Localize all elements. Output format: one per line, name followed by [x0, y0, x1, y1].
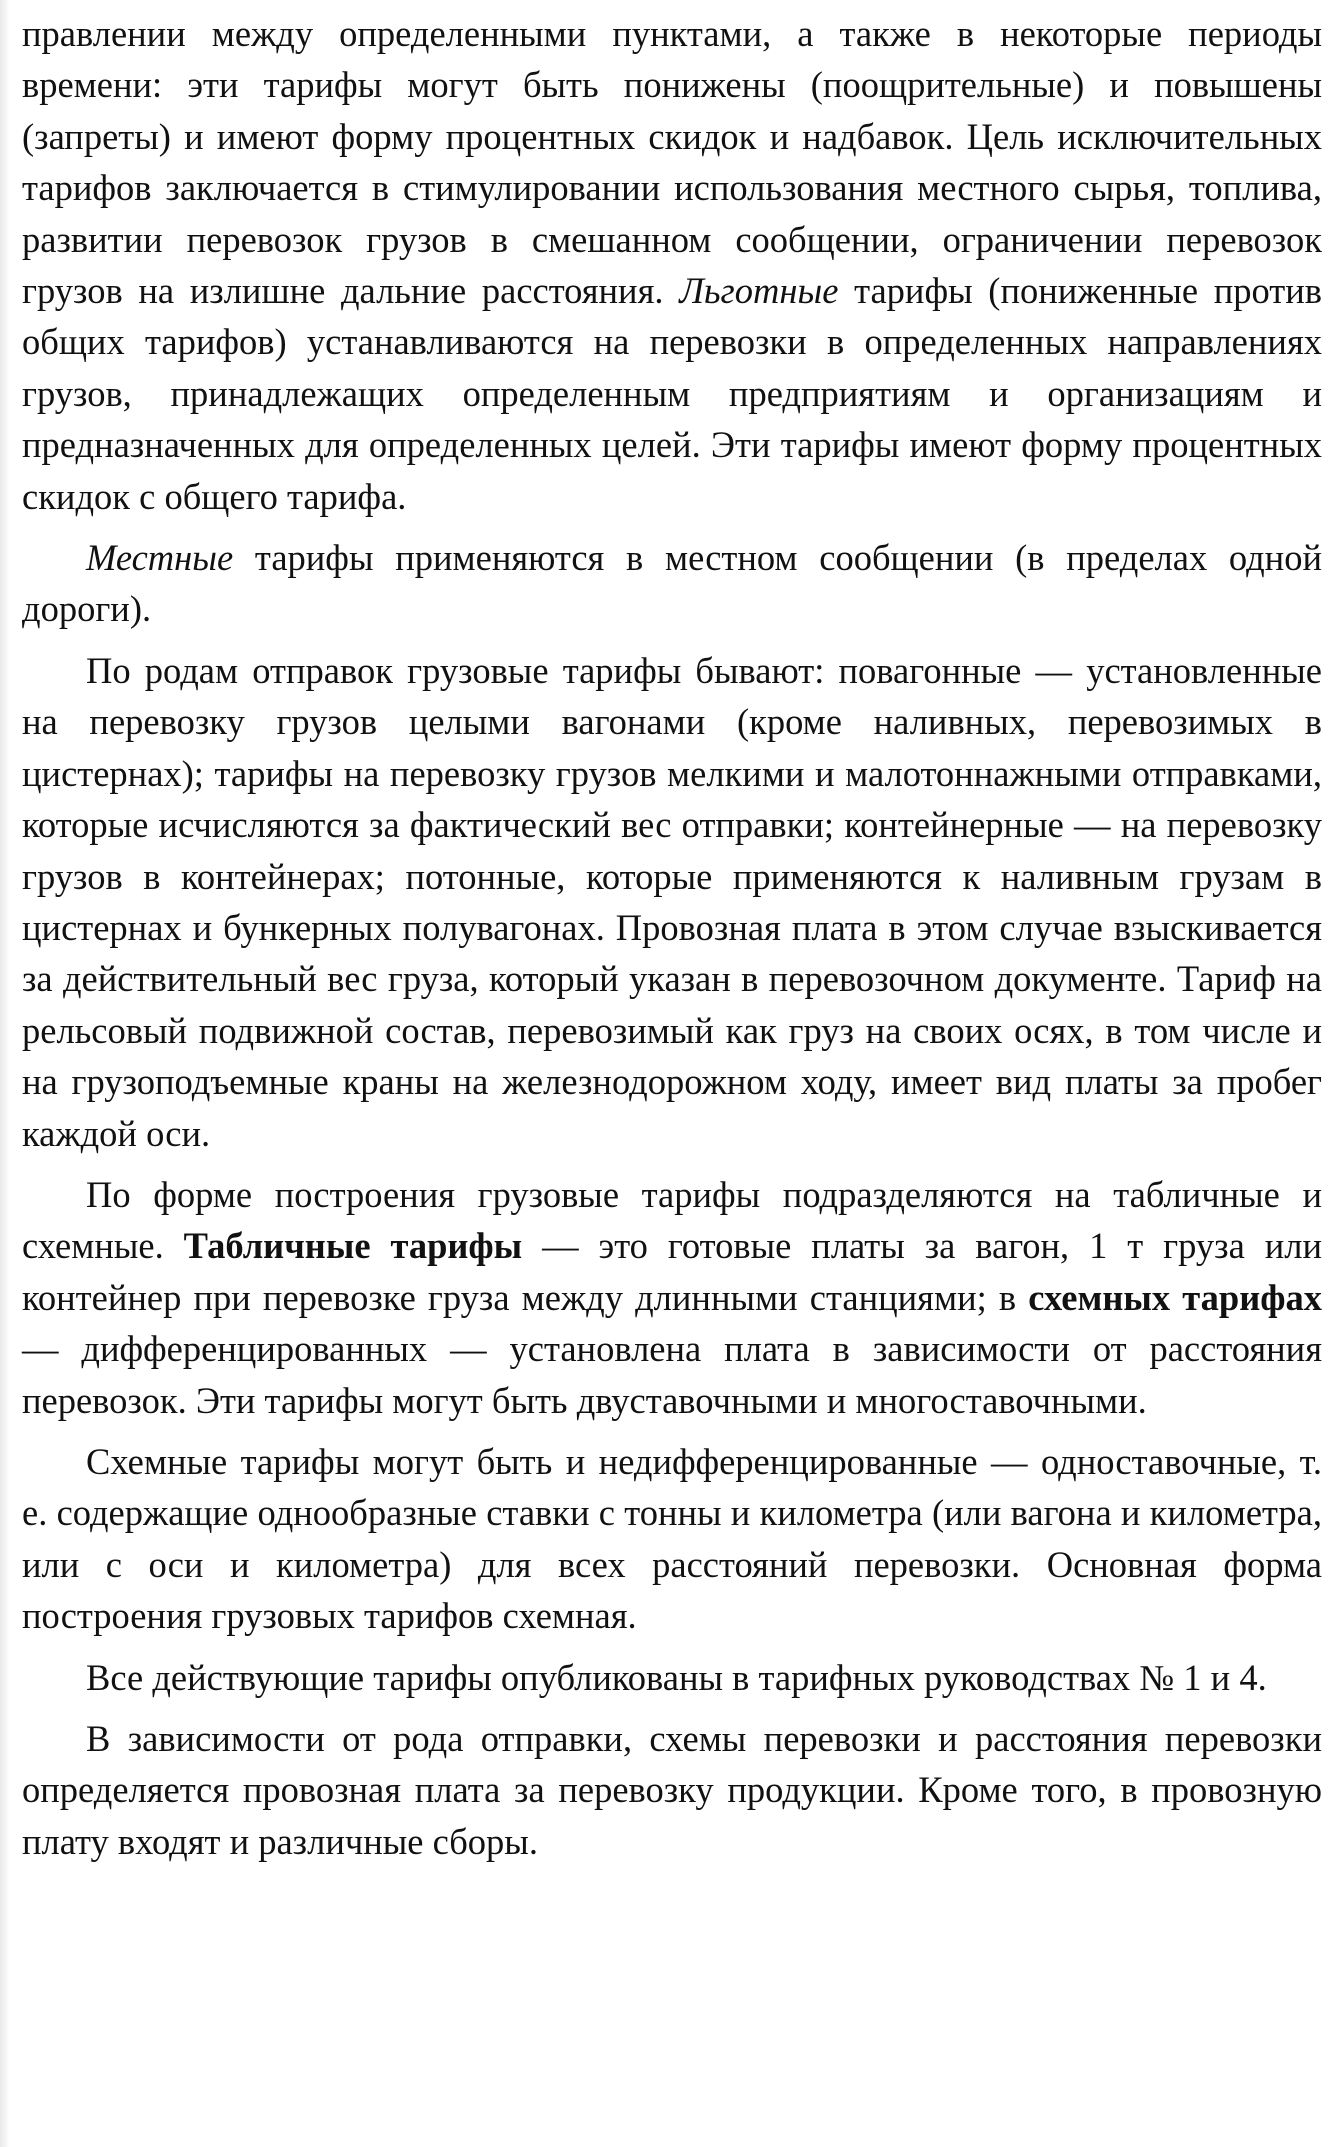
- paragraph-text: тарифы применяются в местном сообщении (в пределах одной дороги).: [22, 537, 1322, 630]
- paragraph-freight-charge: В зависимости от рода отправки, схемы перевозки и расстояния перевозки определяется провозная плата за перевозку продукции. Кроме того, в провозную плату входят и различные сборы.: [22, 1718, 1322, 1862]
- paragraph-tariff-forms: [22, 1169, 1322, 1426]
- paragraph-text: По форме построения грузовые тарифы подразделяются на табличные и схемные.: [22, 1173, 1322, 1267]
- term-table-tariffs: Табличные тарифы: [183, 1225, 523, 1267]
- term-local: Местные: [86, 537, 234, 579]
- paragraph-local-tariffs: [22, 532, 1322, 635]
- paragraph-tariff-guides: Все действующие тарифы опубликованы в тарифных руководствах № 1 и 4.: [86, 1656, 1267, 1698]
- paragraph-text: — дифференцированных — установлена плата в зависимости от расстояния перевозок. Эти тарифы могут быть двуставочными и многоставочными.: [22, 1328, 1322, 1421]
- paragraph-exclusive-tariffs: [22, 8, 1322, 522]
- paragraph-text: тарифы (пониженные против общих тарифов) устанавливаются на перевозки в определенных направлениях грузов, принадлежащих определенным предприятиям и организациям и предназначенных для определенных целей. Эти тарифы имеют форму процентных скидок с общего тарифа.: [22, 270, 1322, 517]
- paragraph-shipment-types: По родам отправок грузовые тарифы бывают: повагонные — установленные на перевозку грузов целыми вагонами (кроме наливных, перевозимых в цистернах); тарифы на перевозку грузов мелкими и малотоннажными отправками, которые исчисляются за фактический вес отправки; контейнерные — на перевозку грузов в контейнерах; потонные, которые применяются к наливным грузам в цистернах и бункерных полувагонах. Провозная плата в этом случае взыскивается за действительный вес груза, который указан в перевозочном документе. Тариф на рельсовый подвижной состав, перевозимый как груз на своих осях, в том числе и на грузоподъемные краны на железнодорожном ходу, имеет вид платы за пробег каждой оси.: [22, 649, 1322, 1154]
- paragraph-text: правлении между определенными пунктами, а также в некоторые периоды времени: эти тарифы могут быть понижены (поощрительные) и повышены (запреты) и имеют форму процентных скидок и надбавок. Цель исключительных тарифов заключается в стимулировании использования местного сырья, топлива, развитии перевозок грузов в смешанном сообщении, ограничении перевозок грузов на излишне дальние расстояния.: [22, 13, 1322, 312]
- page-edge-shadow: [0, 0, 10, 2147]
- term-preferential: Льготные: [679, 270, 839, 312]
- paragraph-text: — это готовые платы за вагон, 1 т груза или контейнер при перевозке груза между длинными станциями; в: [22, 1225, 1322, 1318]
- term-scheme-tariffs: схемных тарифах: [1028, 1276, 1322, 1318]
- paragraph-scheme-tariffs: Схемные тарифы могут быть и недифференцированные — одноставочные, т. е. содержащие однообразные ставки с тонны и километра (или вагона и километра, или с оси и километра) для всех расстояний перевозки. Основная форма построения грузовых тарифов схемная.: [22, 1440, 1322, 1637]
- document-page: [22, 8, 1322, 1867]
